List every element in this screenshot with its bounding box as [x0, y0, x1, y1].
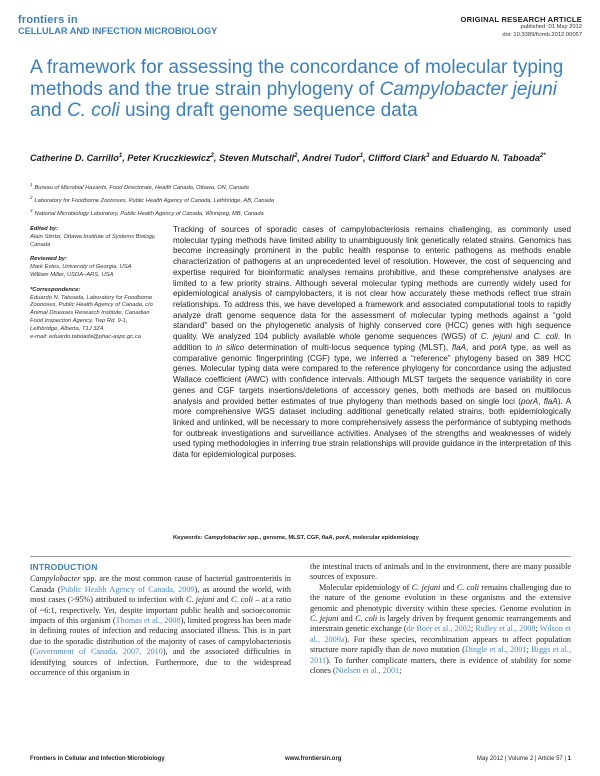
footer-url[interactable]: www.frontiersin.org	[285, 756, 342, 762]
journal-name-line2: CELLULAR AND INFECTION MICROBIOLOGY	[18, 26, 218, 36]
affiliation: $^1$Bureau of Microbial Hazards, Food Directorate, Health Canada, Ottawa, ON, Canada	[30, 182, 249, 191]
section-divider	[30, 556, 571, 557]
author-list: Catherine D. Carrillo$^1$, Peter Kruczkiewicz$^2$, Steven Mutschall$^2$, Andrei Tudor$^1$, Clifford Clark$^3$ and Eduardo N. Taboada$^{2*}$	[30, 153, 546, 164]
paragraph: Molecular epidemiology of C. jejuni and C. coli remains challenging due to the nature of the genome evolution in these organisms and the extensive genomic and phenotypic diversity within these species. Genome evolution in C. jejuni and C. coli is largely driven by frequent genomic rearrangements and interstrain genetic exchange (de Boer et al., 2002; Ridley et al., 2008; Wilson et al., 2009a). For these species, recombination appears to affect population structure more rapidly than de novo mutation (Dingle et al., 2001; Biggs et al., 2011). To further complicate matters, there is evidence of stability for some clones (Nielsen et al., 2001;	[310, 582, 572, 676]
body-column-right	[310, 562, 571, 676]
title-species: Campylobacter jejuni	[379, 78, 558, 100]
correspondence-email[interactable]: e-mail: eduardo.taboada@phac-aspc.gc.ca	[30, 333, 141, 340]
author[interactable]: Clifford Clark$^3$	[368, 153, 430, 164]
citation-link[interactable]: Wilson et al., 2009a	[310, 624, 571, 644]
author[interactable]: Catherine D. Carrillo$^1$	[30, 153, 123, 164]
page-title	[30, 57, 575, 122]
author[interactable]: Eduardo N. Taboada$^{2*}$	[450, 153, 546, 164]
paragraph: Campylobacter spp. are the most common cause of bacterial gastroenteritis in Canada (Public Health Agency of Canada, 2009), as around the world, with most cases (>95%) attributed to infection with C. jejuni and C. coli – at a ratio of ~6:1, respectively. Yet, despite important public health and socioeconomic impacts of this organism (Thomas et al., 2008), limited progress has been made in defining routes of infection and reducing associated illness. This is in part due to the sporadic distribution of the majority of cases of campylobacteriosis (Government of Canada, 2007, 2010), and the associated difficulties in identifying sources of infection. Furthermore, due to the widespread occurrence of this organism in	[30, 574, 292, 678]
abstract: Tracking of sources of sporadic cases of campylobacteriosis remains challenging, as commonly used molecular typing methods have limited ability to unambiguously link genetically related strains. Genomics has become increasingly prominent in the public health response to enteric pathogens as methods enable characterization of pathogens at an unprecedented level of resolution. However, the cost of sequencing and expertise required for bioinformatic analyses remains prohibitive, and these comprehensive analyses are limited to a few priority strains. Although several molecular typing methods are currently widely used for epidemiological analysis of campylobacters, it is not clear how accurately these methods reflect true strain relationships. To address this, we have developed a framework and associated computational tools to rapidly analyze draft genome sequence data for the assessment of molecular typing methods against a “gold standard” based on the phylogenetic analysis of highly conserved core (HCC) genes with high sequence quality. We analyzed 104 publicly available whole genome sequences (WGS) of C. jejuni and C. coli. In addition to in silico determination of multi-locus sequence typing (MLST), flaA, and porA type, as well as comparative genomic fingerprinting (CGF) type, we inferred a “reference” phylogeny based on 389 HCC genes. Molecular typing data were compared to the reference phylogeny for concordance using the adjusted Wallace coefficient (AWC) with confidence intervals. Although MLST targets the sequence variability in core genes and CGF targets insertions/deletions of accessory genes, both methods are based on multilocus analysis and provided better estimates of true phylogeny than methods based on single loci (porA, flaA). A more comprehensive WGS dataset including additional genetically related strains, both epidemiologically linked and unlinked, will be necessary to more comprehensively assess the performance of subtyping methods for outbreak investigations and surveillance activities. Analyses of the strengths and weaknesses of widely used typing methodologies in inferring true strain relationships will provide guidance in the interpretation of this data for epidemiological purposes.	[173, 225, 571, 460]
article-sidebar	[30, 226, 158, 341]
article-type: ORIGINAL RESEARCH ARTICLE	[460, 15, 582, 24]
author[interactable]: Andrei Tudor$^1$	[302, 153, 364, 164]
journal-logo	[18, 15, 217, 37]
title-text: A framework for assessing the concordance of molecular typing methods and the true strain phylogeny of	[30, 57, 564, 100]
affiliation: $^2$Laboratory for Foodborne Zoonoses, Public Health Agency of Canada, Lethbridge, AB, Canada	[30, 194, 275, 204]
author[interactable]: Peter Kruczkiewicz$^2$	[127, 153, 214, 164]
citation-link[interactable]: Public Health Agency of Canada, 2009	[60, 584, 195, 594]
author[interactable]: Steven Mutschall$^2$	[219, 153, 298, 164]
citation-link[interactable]: Nielsen et al., 2001	[335, 666, 400, 676]
body-column-left	[30, 562, 291, 678]
published-date: published: 01 May 2012	[520, 24, 582, 30]
title-species: C. coli	[66, 100, 120, 122]
title-text: and	[30, 100, 67, 122]
article-meta	[461, 15, 582, 39]
paragraph: the intestinal tracts of animals and in the environment, there are many possible sources of exposure.	[310, 562, 571, 582]
citation-link[interactable]: Government of Canada, 2007, 2010	[32, 647, 163, 657]
affiliations	[30, 180, 570, 219]
citation-link[interactable]: de Boer et al., 2002	[406, 624, 471, 634]
editor: Alain Stintzi, Ottawa Institute of Systems Biology, Canada	[30, 233, 156, 248]
citation-link[interactable]: Thomas et al., 2008	[115, 616, 181, 626]
footer-journal: Frontiers in Cellular and Infection Microbiology	[30, 756, 165, 762]
journal-name-line1: frontiers in	[18, 14, 78, 26]
doi: doi: 10.3389/fcimb.2012.00057	[502, 31, 582, 38]
reviewed-by-label: Reviewed by:	[30, 256, 68, 263]
keywords: Keywords: Campylobacter spp., genome, MLST, CGF, flaA, porA, molecular epidemiology	[173, 535, 419, 541]
citation-link[interactable]: Dingle et al., 2001	[464, 645, 527, 655]
correspondence-label: *Correspondence:	[30, 286, 81, 293]
citation-link[interactable]: Biggs et al., 2011	[310, 645, 571, 665]
affiliation: $^3$National Microbiology Laboratory, Public Health Agency of Canada, Winnipeg, MB, Canada	[30, 207, 264, 217]
section-heading-introduction: INTRODUCTION	[30, 562, 98, 572]
footer-issue: May 2012 | Volume 2 | Article 57 | 1	[476, 756, 571, 762]
reviewer: Mark Estes, University of Georgia, USA	[30, 264, 132, 271]
correspondence-address: Eduardo N. Taboada, Laboratory for Foodborne Zoonoses, Public Health Agency of Canada, c/o Animal Diseases Research Institute, Canadian Food Inspection Agency, Twp Rd. 9-1, Lethbridge, Alberta, T1J 3Z4.	[30, 294, 153, 332]
citation-link[interactable]: Ridley et al., 2008	[475, 624, 536, 634]
edited-by-label: Edited by:	[30, 226, 59, 232]
reviewer: William Miller, USDA–ARS, USA	[30, 271, 114, 278]
title-text: using draft genome sequence data	[119, 100, 418, 122]
